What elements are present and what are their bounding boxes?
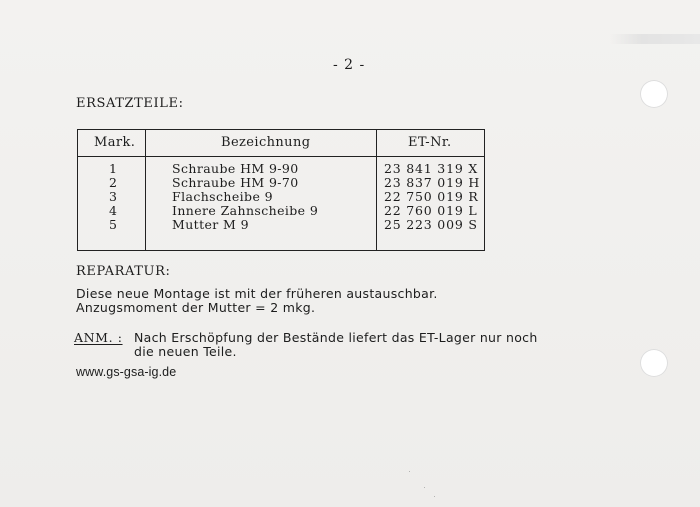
table-cell-et-nr: 22 760 019 L	[384, 203, 478, 218]
table-cell-et-nr: 25 223 009 S	[384, 217, 478, 232]
table-cell-bezeichnung: Schraube HM 9-70	[172, 175, 299, 190]
table-cell-et-nr: 23 837 019 H	[384, 175, 481, 190]
table-cell-bezeichnung: Flachscheibe 9	[172, 189, 273, 204]
anmerkung-label: ANM. :	[74, 330, 123, 345]
scan-speck	[409, 471, 410, 472]
punch-hole-bottom	[640, 349, 668, 377]
page-number: - 2 -	[333, 57, 366, 73]
scan-speck	[424, 487, 425, 488]
table-cell-mark: 3	[109, 189, 117, 204]
punch-hole-top	[640, 80, 668, 108]
website-text: www.gs-gsa-ig.de	[76, 365, 177, 379]
scan-mark	[610, 34, 700, 44]
table-row	[78, 218, 484, 232]
table-cell-et-nr: 22 750 019 R	[384, 189, 479, 204]
table-cell-mark: 1	[109, 161, 117, 176]
anmerkung-line-2: die neuen Teile.	[134, 344, 237, 359]
reparatur-line-1: Diese neue Montage ist mit der früheren austauschbar.	[76, 286, 438, 301]
table-cell-bezeichnung: Innere Zahnscheibe 9	[172, 203, 319, 218]
anmerkung-line-1: Nach Erschöpfung der Bestände liefert das ET-Lager nur noch	[134, 330, 538, 345]
table-cell-mark: 5	[109, 217, 117, 232]
table-row	[78, 204, 484, 218]
table-row	[78, 190, 484, 204]
table-header-bezeichnung: Bezeichnung	[221, 135, 311, 150]
table-cell-mark: 2	[109, 175, 117, 190]
table-cell-mark: 4	[109, 203, 117, 218]
table-cell-et-nr: 23 841 319 X	[384, 161, 479, 176]
scan-speck	[434, 496, 435, 497]
anmerkung-text	[134, 331, 538, 359]
table-cell-bezeichnung: Mutter M 9	[172, 217, 249, 232]
table-row	[78, 176, 484, 190]
section-title-reparatur: REPARATUR:	[76, 264, 171, 279]
table-header-mark: Mark.	[94, 135, 136, 150]
parts-table-header	[78, 130, 484, 157]
parts-table	[77, 129, 485, 251]
table-cell-bezeichnung: Schraube HM 9-90	[172, 161, 299, 176]
table-header-et-nr: ET-Nr.	[408, 135, 452, 150]
section-title-ersatzteile: ERSATZTEILE:	[76, 96, 184, 111]
table-row	[78, 162, 484, 176]
reparatur-line-2: Anzugsmoment der Mutter = 2 mkg.	[76, 300, 316, 315]
